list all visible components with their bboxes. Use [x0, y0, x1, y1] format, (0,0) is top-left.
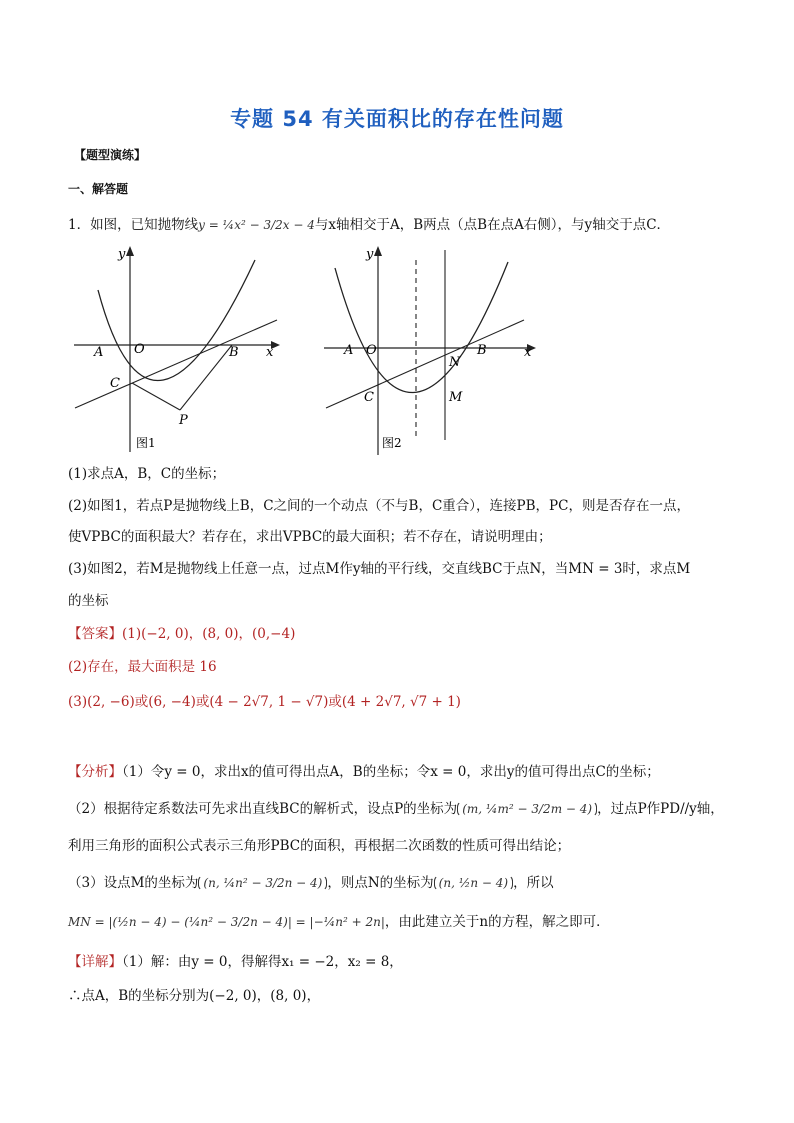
analysis-part-1: （1）令y = 0，求出x的值可得出点A，B的坐标；令x = 0，求出y的值可得出点C的坐标； — [122, 764, 660, 780]
answer-label: 【答案】 — [68, 626, 122, 642]
part-heading: 一、解答题 — [68, 182, 129, 196]
sub-question-2-line1: (2)如图1，若点P是抛物线上B，C之间的一个动点（不与B，C重合），连接PB，PC，则是否存在一点， — [68, 498, 690, 514]
intro-suffix: 与x轴相交于A，B两点（点B在点A右侧），与y轴交于点C． — [314, 217, 671, 233]
detail-label: 【详解】 — [68, 954, 122, 970]
fig2-label-b: B — [477, 343, 487, 358]
sub-question-1: (1)求点A，B，C的坐标； — [68, 466, 226, 482]
point-n-coordinate: (n, ½n − 4) — [434, 875, 513, 891]
fig2-label-m: M — [449, 390, 463, 405]
sub-question-2-line2: 使VPBC的面积最大？若存在，求出VPBC的最大面积；若不存在，请说明理由； — [68, 529, 552, 545]
sub-question-3-line1: (3)如图2，若M是抛物线上任意一点，过点M作y轴的平行线，交直线BC于点N，当MN = 3时，求点M — [68, 561, 691, 577]
sub-question-3-line2: 的坐标 — [68, 593, 109, 609]
analysis-line-1 — [68, 760, 660, 780]
parabola-curve — [335, 262, 508, 393]
analysis-part-3-a: （3）设点M的坐标为 — [68, 875, 199, 891]
fig1-label-p: P — [179, 413, 188, 428]
answer-2: (2)存在，最大面积是 16 — [68, 659, 217, 675]
answer-line-1 — [68, 622, 295, 642]
question-intro — [68, 213, 670, 233]
fig1-label-a: A — [94, 345, 104, 360]
fig2-label-o: O — [366, 343, 377, 358]
fig2-x-label: x — [524, 345, 532, 360]
answer-1: (1)(−2, 0)，(8, 0)，(0,−4) — [122, 626, 296, 642]
line-bc — [326, 320, 524, 408]
analysis-part-3-d: ，由此建立关于n的方程，解之即可． — [384, 914, 610, 930]
parabola-equation: y = ¼x² − 3/2x − 4 — [198, 218, 315, 232]
analysis-line-5 — [68, 910, 610, 930]
intro-prefix: 1．如图，已知抛物线 — [68, 217, 199, 233]
section-tag: 【题型演练】 — [74, 148, 147, 162]
line-bc — [75, 320, 277, 408]
analysis-part-2-b: ，过点P作PD//y轴， — [597, 801, 724, 817]
point-m-coordinate: (n, ¼n² − 3/2n − 4) — [198, 875, 327, 891]
fig2-label-n: N — [449, 355, 461, 370]
figure-2 — [320, 240, 545, 455]
fig1-label-c: C — [110, 376, 120, 391]
fig2-caption: 图2 — [382, 436, 402, 450]
fig1-label-b: B — [229, 345, 239, 360]
point-p-coordinate: (m, ¼m² − 3/2m − 4) — [457, 801, 597, 817]
analysis-part-2-a: （2）根据待定系数法可先求出直线BC的解析式，设点P的坐标为 — [68, 801, 458, 817]
analysis-label: 【分析】 — [68, 764, 122, 780]
analysis-line-3: 利用三角形的面积公式表示三角形PBC的面积，再根据二次函数的性质可得出结论； — [68, 838, 571, 854]
analysis-part-3-b: ，则点N的坐标为 — [327, 875, 434, 891]
page-title: 专题 54 有关面积比的存在性问题 — [230, 107, 564, 131]
fig2-label-a: A — [344, 343, 354, 358]
fig2-y-label: y — [366, 247, 374, 262]
figure-1 — [70, 240, 290, 455]
mn-equation: MN = |(½n − 4) − (¼n² − 3/2n − 4)| = |−¼n² + 2n| — [68, 915, 385, 929]
analysis-line-2 — [68, 797, 724, 817]
analysis-part-3-c: ，所以 — [513, 875, 554, 891]
detail-line-1 — [68, 950, 403, 970]
fig1-caption: 图1 — [136, 436, 156, 450]
detail-step-1: （1）解：由y = 0，得解得x₁ = −2，x₂ = 8， — [122, 954, 403, 970]
analysis-line-4 — [68, 871, 554, 891]
fig1-y-label: y — [118, 247, 126, 262]
detail-line-2: ∴点A，B的坐标分别为(−2, 0)，(8, 0)， — [68, 988, 321, 1004]
fig1-x-label: x — [266, 345, 274, 360]
parabola-curve — [98, 260, 255, 381]
fig2-label-c: C — [364, 390, 374, 405]
answer-3: (3)(2, −6)或(6, −4)或(4 − 2√7, 1 − √7)或(4 + 2√7, √7 + 1) — [68, 694, 461, 710]
fig1-label-o: O — [134, 342, 145, 357]
